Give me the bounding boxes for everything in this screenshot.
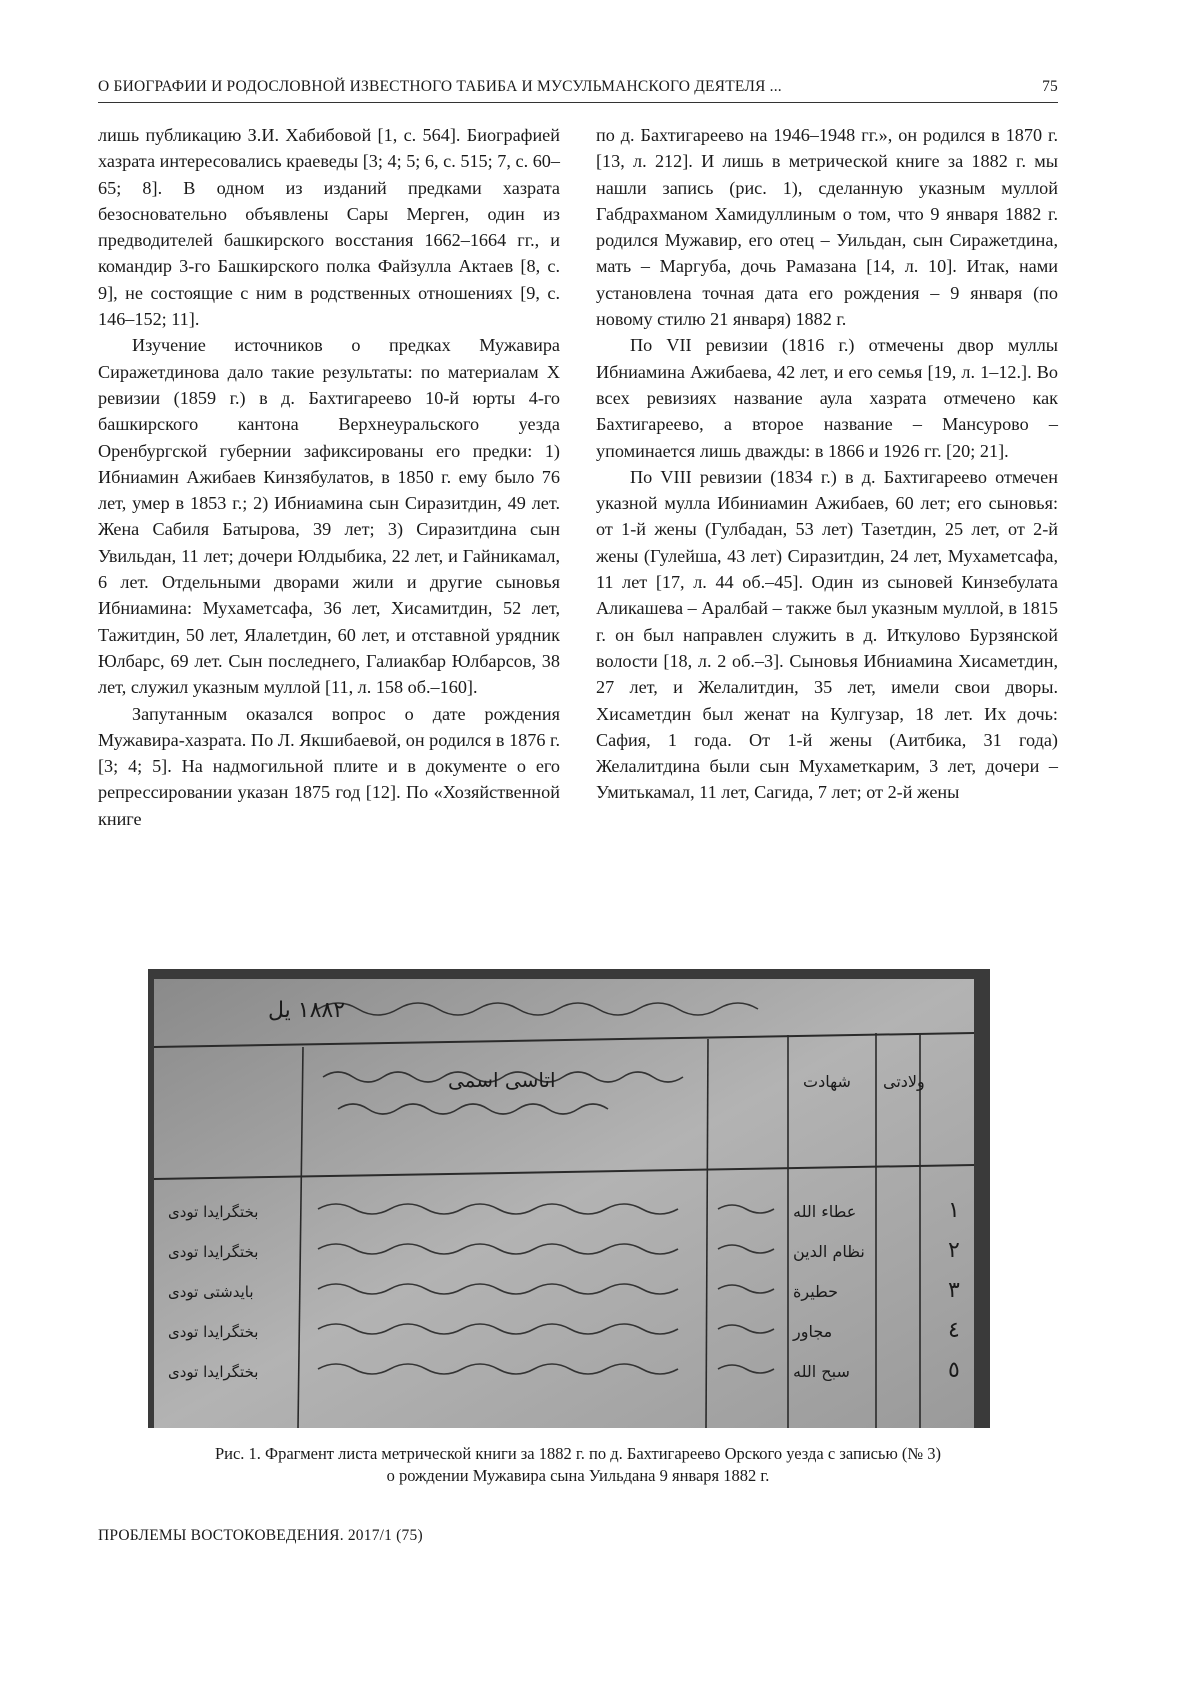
row-number: ٣ xyxy=(948,1278,960,1303)
paragraph: Запутанным оказался вопрос о дате рождения Мужавира-хазрата. По Л. Якшибаевой, он родился в 1876 г. [3; 4; 5]. На надмогильной плите и в документе о его репрессировании указан 1875 год [12]. По «Хозяйственной книге xyxy=(98,703,560,829)
figure-1-metric-book-photo xyxy=(148,969,990,1428)
column-father-heading: اتاسى اسمى xyxy=(448,1068,556,1092)
caption-line: Рис. 1. Фрагмент листа метрической книги за 1882 г. по д. Бахтигареево Орского уезда с записью (№ 3) xyxy=(214,1444,942,1463)
witness-note: بختگرايدا تودى xyxy=(168,1363,259,1381)
child-name: نظام الدين xyxy=(793,1242,865,1261)
paragraph: лишь публикацию З.И. Хабибовой [1, с. 564]. Биографией хазрата интересовались краеведы [3; 4; 5; 6, с. 515; 7, с. 60–65; 8]. В одном из изданий предками хазрата безосновательно объявлены Сары Мерген, один из предводителей башкирского восстания 1662–1664 гг., и командир 3-го Башкирского полка Файзулла Актаев [8, с. 9], не состоящие с ним в родственных отношениях [9, с. 146–152; 11]. xyxy=(98,125,560,330)
row-number: ١ xyxy=(948,1198,960,1223)
running-header xyxy=(98,78,1058,103)
figure-caption xyxy=(98,1443,1058,1487)
row-number: ٢ xyxy=(948,1238,960,1263)
paragraph: По VII ревизии (1816 г.) отмечены двор муллы Ибниамина Ажибаева, 42 лет, и его семья [19, л. 1–12.]. Во всех ревизиях название аула хазрата отмечено как Бахтигареево, а второе название – Мансурово – упоминается лишь дважды: в 1866 и 1926 гг. [20; 21]. xyxy=(596,335,1058,461)
left-column xyxy=(98,122,560,832)
paragraph: По VIII ревизии (1834 г.) в д. Бахтигареево отмечен указной мулла Ибиниамин Ажибаев, 60 лет; его сыновья: от 1-й жены (Гулбадан, 53 лет) Тазетдин, 25 лет, от 2-й жены (Гулейша, 43 лет) Сиразитдин, 24 лет, Мухаметсафа, 11 лет [17, л. 44 об.–45]. Один из сыновей Кинзебулата Аликашева – Аралбай – также был указным муллой, в 1815 г. он был направлен служить в д. Иткулово Бурзянской волости [18, л. 2 об.–3]. Сыновья Ибниамина Хисаметдин, 27 лет, и Желалитдин, 35 лет, имели свои дворы. Хисаметдин был женат на Кулгузар, 18 лет. Их дочь: Сафия, 1 года. От 1-й жены (Аитбика, 31 года) Желалитдина были сын Мухаметкарим, 3 лет, дочери – Умитькамал, 11 лет, Сагида, 7 лет; от 2-й жены xyxy=(596,466,1058,803)
child-name: عطاء الله xyxy=(793,1202,857,1221)
article-body xyxy=(98,122,1058,832)
column-child-heading: ولادتى xyxy=(883,1072,925,1091)
running-footer: ПРОБЛЕМЫ ВОСТОКОВЕДЕНИЯ. 2017/1 (75) xyxy=(98,1527,423,1544)
column-witness-heading: شهادت xyxy=(803,1072,851,1091)
row-number: ٤ xyxy=(948,1318,960,1343)
metric-book-photo xyxy=(148,969,990,1428)
child-name: حطيرة xyxy=(793,1282,839,1301)
witness-note: بختگرايدا تودى xyxy=(168,1323,259,1341)
witness-note: بختگرايدا تودى xyxy=(168,1203,259,1221)
row-number: ٥ xyxy=(948,1358,960,1383)
caption-line: о рождении Мужавира сына Уильдана 9 января 1882 г. xyxy=(386,1466,770,1485)
child-name: مجاور xyxy=(793,1322,833,1341)
right-column xyxy=(596,122,1058,832)
paragraph: Изучение источников о предках Мужавира Сиражетдинова дало такие результаты: по материалам X ревизии (1859 г.) в д. Бахтигареево 10-й юрты 4-го башкирского кантона Верхнеуральского уезда Оренбургской губернии зафиксированы его предки: 1) Ибниамин Ажибаев Кинзябулатов, в 1850 г. ему было 76 лет, умер в 1853 г.; 2) Ибниамина сын Сиразитдин, 49 лет. Жена Сабиля Батырова, 39 лет; 3) Сиразитдина сын Увильдан, 11 лет; дочери Юлдыбика, 22 лет, и Гайникамал, 6 лет. Отдельными дворами жили и другие сыновья Ибниамина: Мухаметсафа, 36 лет, Хисамитдин, 52 лет, Тажитдин, 50 лет, Ялалетдин, 60 лет, и отставной урядник Юлбарс, 69 лет. Сын последнего, Галиакбар Юлбарсов, 38 лет, служил указным муллой [11, л. 158 об.–160]. xyxy=(98,335,560,698)
page-number: 75 xyxy=(1042,78,1058,95)
paragraph: по д. Бахтигареево на 1946–1948 гг.», он родился в 1870 г. [13, л. 212]. И лишь в метрической книге за 1882 г. мы нашли запись (рис. 1), сделанную указным муллой Габдрахманом Хамидуллиным о том, что 9 января 1882 г. родился Мужавир, его отец – Уильдан, сын Сиражетдина, мать – Маргуба, дочь Рамазана [14, л. 10]. Итак, нами установлена точная дата его рождения – 9 января (по новому стилю 21 января) 1882 г. xyxy=(596,125,1058,330)
running-header-title: О БИОГРАФИИ И РОДОСЛОВНОЙ ИЗВЕСТНОГО ТАБИБА И МУСУЛЬМАНСКОГО ДЕЯТЕЛЯ ... xyxy=(98,78,782,95)
witness-note: بختگرايدا تودى xyxy=(168,1243,259,1261)
witness-note: بايدشتى تودى xyxy=(168,1283,254,1301)
child-name: سبح الله xyxy=(793,1362,850,1381)
register-year: ١٨٨٢ يل xyxy=(268,998,346,1023)
